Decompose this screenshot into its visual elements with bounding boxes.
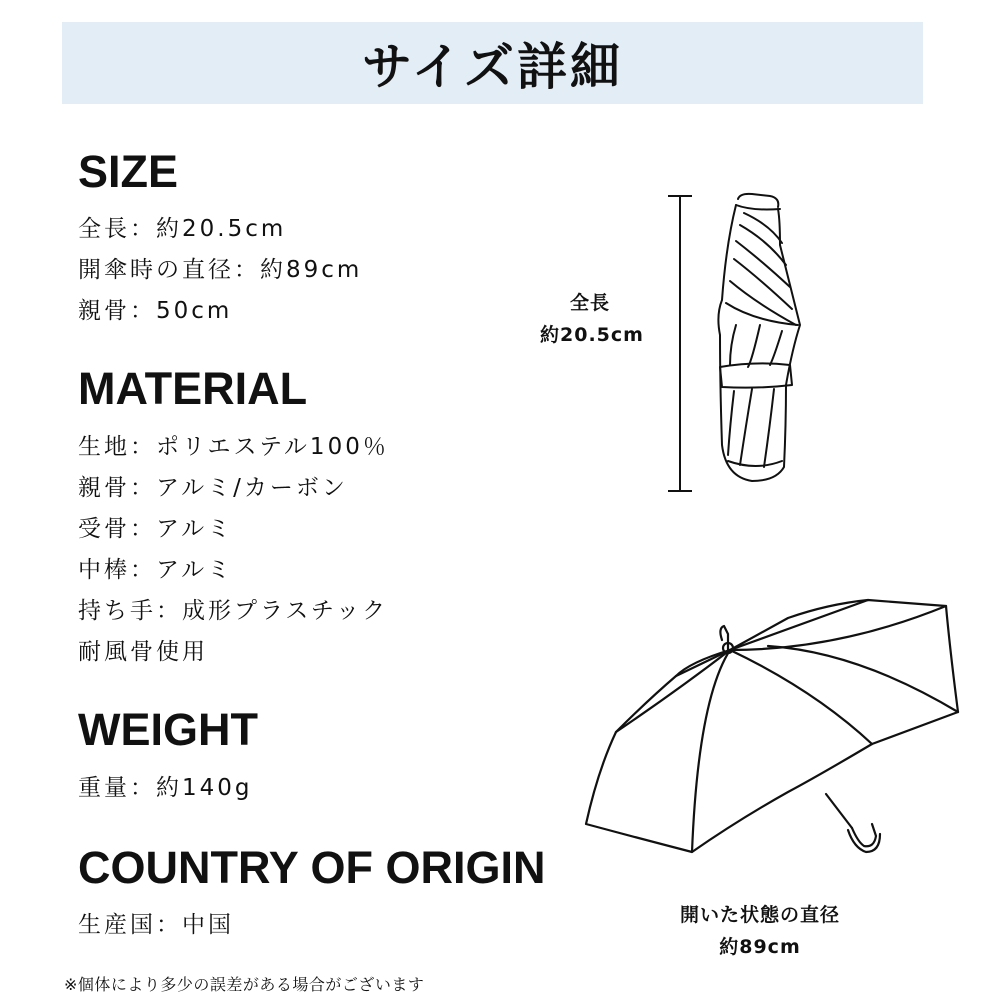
size-heading: SIZE: [78, 146, 179, 197]
footnote: ※個体により多少の誤差がある場合がございます: [64, 975, 425, 994]
spec-handle: 持ち手：成形プラスチック: [78, 598, 389, 624]
folded-length-label-2: 約20.5cm: [540, 324, 644, 346]
spec-stretcher: 受骨：アルミ: [78, 516, 234, 542]
spec-total-length: 全長：約20.5cm: [78, 216, 287, 242]
spec-origin: 生産国：中国: [78, 912, 234, 938]
spec-rib-length: 親骨：50cm: [78, 298, 233, 324]
origin-heading: COUNTRY OF ORIGIN: [78, 842, 546, 893]
weight-heading: WEIGHT: [78, 704, 258, 755]
open-diameter-label-1: 開いた状態の直径: [679, 904, 840, 926]
open-diameter-label-2: 約89cm: [719, 936, 801, 958]
page-title: サイズ詳細: [362, 38, 623, 96]
folded-umbrella-illustration: [700, 185, 820, 495]
spec-open-diameter: 開傘時の直径：約89cm: [78, 257, 363, 283]
spec-shaft: 中棒：アルミ: [78, 557, 234, 583]
material-heading: MATERIAL: [78, 363, 308, 414]
length-dimension-line: [660, 190, 700, 500]
spec-fabric: 生地：ポリエステル100％: [78, 434, 389, 460]
spec-weight: 重量：約140g: [78, 775, 253, 801]
title-banner: [62, 22, 923, 104]
spec-main-rib: 親骨：アルミ/カーボン: [78, 475, 348, 501]
spec-wind-resistant: 耐風骨使用: [78, 639, 208, 665]
folded-length-label-1: 全長: [569, 292, 610, 314]
open-umbrella-illustration: [578, 590, 968, 870]
